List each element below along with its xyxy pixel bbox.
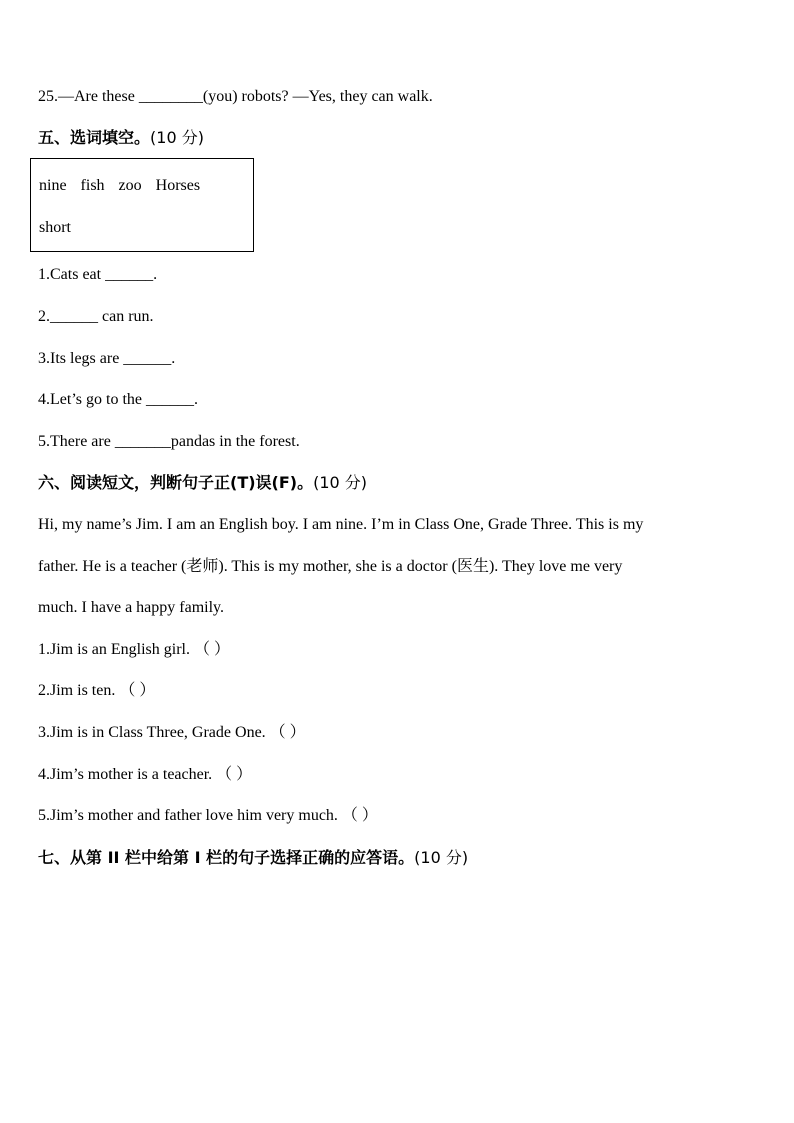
passage-line-3: much. I have a happy family. <box>38 599 225 616</box>
question-25: 25.—Are these ________(you) robots? —Yes, they can walk. <box>38 88 433 105</box>
section-6-item-5: 5.Jim’s mother and father love him very much. （ ） <box>38 807 378 824</box>
section-7-heading <box>38 848 468 868</box>
section-6-item-1: 1.Jim is an English girl. （ ） <box>38 641 231 658</box>
section-5-item-2: 2.______ can run. <box>38 308 154 325</box>
word-bank-row-2 <box>39 219 85 237</box>
section-6-title: 六、阅读短文，判断句子正(T)误(F)。 <box>38 473 314 492</box>
passage-line-1: Hi, my name’s Jim. I am an English boy. I am nine. I’m in Class One, Grade Three. This is my <box>38 516 644 533</box>
section-5-heading <box>38 128 204 148</box>
section-7-title: 七、从第 II 栏中给第 I 栏的句子选择正确的应答语。 <box>38 848 415 867</box>
word-bank-row-1 <box>39 177 214 195</box>
section-5-score: (10 分) <box>150 128 204 147</box>
section-5-title: 五、选词填空。 <box>38 128 151 147</box>
section-6-heading <box>38 473 367 493</box>
section-6-item-2: 2.Jim is ten. （ ） <box>38 682 156 699</box>
word-bank-box <box>30 158 254 252</box>
section-7-score: (10 分) <box>414 848 469 867</box>
section-5-item-4: 4.Let’s go to the ______. <box>38 391 198 408</box>
section-6-item-3: 3.Jim is in Class Three, Grade One. （ ） <box>38 724 306 741</box>
section-5-item-3: 3.Its legs are ______. <box>38 350 176 367</box>
word-bank-word: fish <box>80 177 105 194</box>
word-bank-word: nine <box>39 177 67 194</box>
word-bank-word: short <box>39 219 71 236</box>
passage-line-2: father. He is a teacher (老师). This is my mother, she is a doctor (医生). They love me very <box>38 558 623 575</box>
section-5-item-5: 5.There are _______pandas in the forest. <box>38 433 300 450</box>
section-5-item-1: 1.Cats eat ______. <box>38 266 158 283</box>
word-bank-word: zoo <box>118 177 142 194</box>
section-6-item-4: 4.Jim’s mother is a teacher. （ ） <box>38 766 253 783</box>
word-bank-word: Horses <box>155 177 201 194</box>
section-6-score: (10 分) <box>313 473 368 492</box>
